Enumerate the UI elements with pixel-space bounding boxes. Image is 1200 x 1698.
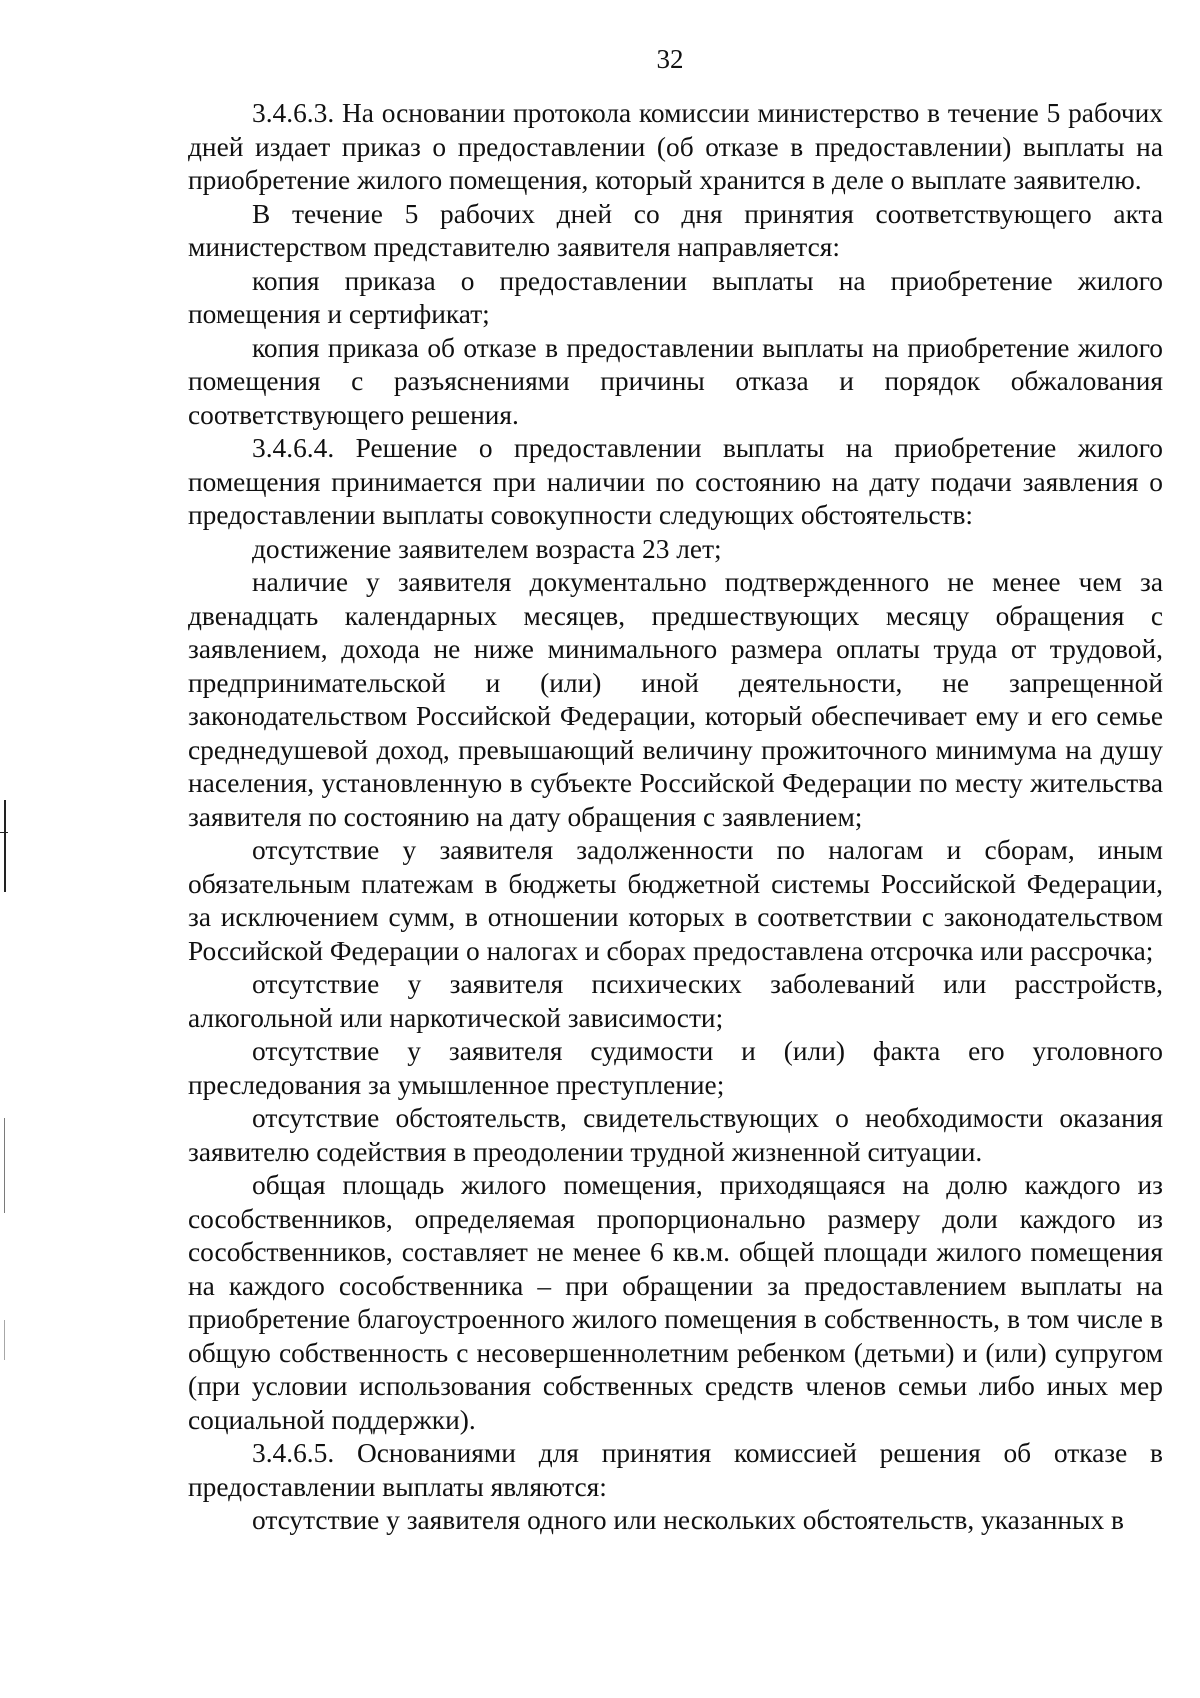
paragraph-3-4-6-3: 3.4.6.3. На основании протокола комиссии министерство в течение 5 рабочих дней издает приказ о предоставлении (об отказе в предоставлении) выплаты на приобретение жилого помещения, который хранится в деле о выплате заявителю. — [188, 98, 1163, 195]
paragraph-no-tax-debt: отсутствие у заявителя задолженности по налогам и сборам, иным обязательным платежам в бюджеты бюджетной системы Российской Федерации, за исключением сумм, в отношении которых в соответствии с законодательством Российской Федерации о налогах и сборах предоставлена отсрочка или рассрочка; — [188, 835, 1163, 966]
scan-edge-mark — [4, 1118, 5, 1213]
paragraph-no-criminal-record: отсутствие у заявителя судимости и (или) факта его уголовного преследования за умышленное преступление; — [188, 1036, 1163, 1100]
paragraph-no-hardship: отсутствие обстоятельств, свидетельствующих о необходимости оказания заявителю содействия в преодолении трудной жизненной ситуации. — [188, 1103, 1163, 1167]
paragraph-age-condition: достижение заявителем возраста 23 лет; — [252, 533, 722, 564]
paragraph-income-condition: наличие у заявителя документально подтвержденного не менее чем за двенадцать календарных месяцев, предшествующих месяцу обращения с заявлением, дохода не ниже минимального размера оплаты труда от трудовой, предпринимательской и (или) иной деятельности, не запрещенной законодательством Российской Федерации, который обеспечивает ему и его семье среднедушевой доход, превышающий величину прожиточного минимума на душу населения, установленную в субъекте Российской Федерации по месту жительства заявителя по состоянию на дату обращения с заявлением; — [188, 567, 1163, 832]
paragraph-living-area: общая площадь жилого помещения, приходящаяся на долю каждого из сособственников, определяемая пропорционально размеру доли каждого из сособственников, составляет не менее 6 кв.м. общей площади жилого помещения на каждого сособственника – при обращении за предоставлением выплаты на приобретение благоустроенного жилого помещения в собственность, в том числе в общую собственность с несовершеннолетним ребенком (детьми) и (или) супругом (при условии использования собственных средств членов семьи либо иных мер социальной поддержки). — [188, 1170, 1163, 1435]
paragraph-3-4-6-4: 3.4.6.4. Решение о предоставлении выплаты на приобретение жилого помещения принимается при наличии по состоянию на дату подачи заявления о предоставлении выплаты совокупности следующих обстоятельств: — [188, 433, 1163, 530]
scan-edge-mark — [4, 800, 6, 892]
paragraph-notification-intro: В течение 5 рабочих дней со дня принятия соответствующего акта министерством представителю заявителя направляется: — [188, 198, 1163, 262]
paragraph-copy-grant-order: копия приказа о предоставлении выплаты на приобретение жилого помещения и сертификат; — [188, 265, 1163, 329]
paragraph-3-4-6-5: 3.4.6.5. Основаниями для принятия комиссией решения об отказе в предоставлении выплаты являются: — [188, 1438, 1163, 1502]
scan-edge-mark — [0, 832, 8, 833]
page-number: 32 — [656, 44, 684, 74]
paragraph-no-mental-illness: отсутствие у заявителя психических заболеваний или расстройств, алкогольной или наркотической зависимости; — [188, 969, 1163, 1033]
body-text — [188, 97, 1163, 1538]
paragraph-copy-refusal-order: копия приказа об отказе в предоставлении выплаты на приобретение жилого помещения с разъяснениями причины отказа и порядок обжалования соответствующего решения. — [188, 332, 1163, 430]
paragraph-refusal-ground: отсутствие у заявителя одного или нескольких обстоятельств, указанных в — [252, 1505, 1124, 1535]
scan-edge-mark — [4, 1320, 5, 1360]
